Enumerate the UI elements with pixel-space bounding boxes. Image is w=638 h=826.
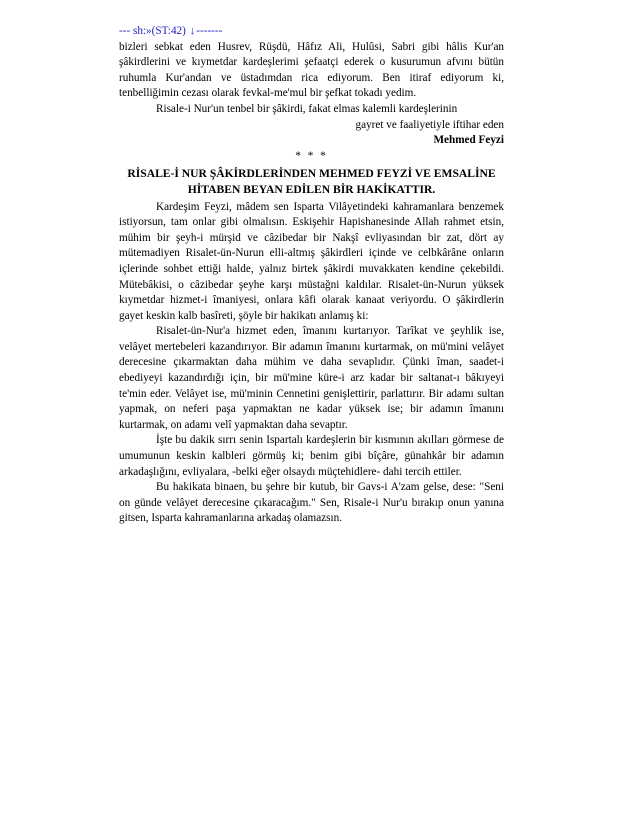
body-paragraph-1: Kardeşim Feyzi, mâdem sen Isparta Vilâyetindeki kahramanlara benzemek istiyorsun, tam onlar gibi olmalısın. Eskişehir Hapishanesinde Allah rahmet etsin, mühim bir şeyh-i mürşid ve câzibedar bir Nakşî evliyasından bir zat, dört ay mütemadiyen Risalet-ün-Nurun elli-altmış şâkirdleri içinde ve celbkârâne onların içlerinde sohbet ettiği halde, yalnız birtek şâkirdi muvakkaten kendine çekebildi. Mütebâkisi, o câzibedar şeyhe karşı müstağni kaldılar. Risalet-ün-Nurun yüksek kıymetdar hizmet-i îmaniyesi, onlara kâfi olarak kanaat veriyordu. O şâkirdlerin gayet keskin kalb basîreti, şöyle bir hakikatı anlamış ki: [119, 200, 504, 322]
document-page [119, 24, 504, 527]
intro-paragraph: bizleri sebkat eden Husrev, Rüşdü, Hâfız Ali, Hulûsi, Sabri gibi hâlis Kur'an şâkirdlerini ve kıymetdar kardeşlerimi şefaatçi ederek o kusurumun afvını bütün ruhumla Kur'andan ve üstadımdan rica ediyorum. Ben itiraf ediyorum ki, tenbelliğimin cezası olarak fevkal-me'mul bir şefkat tokadı yedim. [119, 40, 504, 100]
body-paragraph-2: Risalet-ün-Nur'a hizmet eden, îmanını kurtarıyor. Tarîkat ve şeyhlik ise, velâyet mertebeleri kazandırıyor. Bir adamın îmanını kurtarmak, on mü'mini velâyet derecesine çıkarmaktan daha mühim ve daha sevaplıdır. Çünki îman, saadet-i ebediyeyi kazandırdığı için, bir mü'mine küre-i arz kadar bir saltanat-ı bâkıyeyi te'min eder. Velâyet ise, mü'minin Cennetini genişlettirir, parlattırır. Bir adamı sultan yapmak, on neferi paşa yapmaktan ne kadar yüksek ise; bir adamın îmanını kurtarmak, on adamı velî yapmaktan daha sevaptır. [119, 325, 504, 431]
down-arrow-icon: ↓ [189, 25, 196, 37]
signature: Mehmed Feyzi [433, 134, 504, 147]
section-separator: * * * [295, 149, 328, 162]
page-marker-prefix: --- sh:»(ST:42) [119, 25, 186, 37]
page-marker-suffix: ------- [196, 25, 223, 37]
section-heading: RİSALE-İ NUR ŞÂKİRDLERİNDEN MEHMED FEYZİ VE EMSALİNE HİTABEN BEYAN EDİLEN BİR HAKİKATTIR. [127, 167, 496, 196]
closing-line-1: Risale-i Nur'un tenbel bir şâkirdi, fakat elmas kalemli kardeşlerinin [156, 102, 458, 115]
page-marker [119, 24, 504, 40]
body-paragraph-4: Bu hakikata binaen, bu şehre bir kutub, bir Gavs-i A'zam gelse, dese: "Seni on günde velâyet derecesine çıkaracağım." Sen, Risale-i Nur'u bırakıp onun yanına gitsen, Isparta kahramanlarına arkadaş olamazsın. [119, 481, 504, 525]
body-paragraph-3: İşte bu dakik sırrı senin Ispartalı kardeşlerin bir kısmının akılları görmese de umumunun keskin kalbleri görmüş ki; benim gibi bîçâre, günahkâr bir adamın arkadaşlığını, evliyalara, -belki eğer olsaydı müçtehidlere- dahi tercih ettiler. [119, 434, 504, 478]
closing-line-2: gayret ve faaliyetiyle iftihar eden [355, 118, 504, 131]
